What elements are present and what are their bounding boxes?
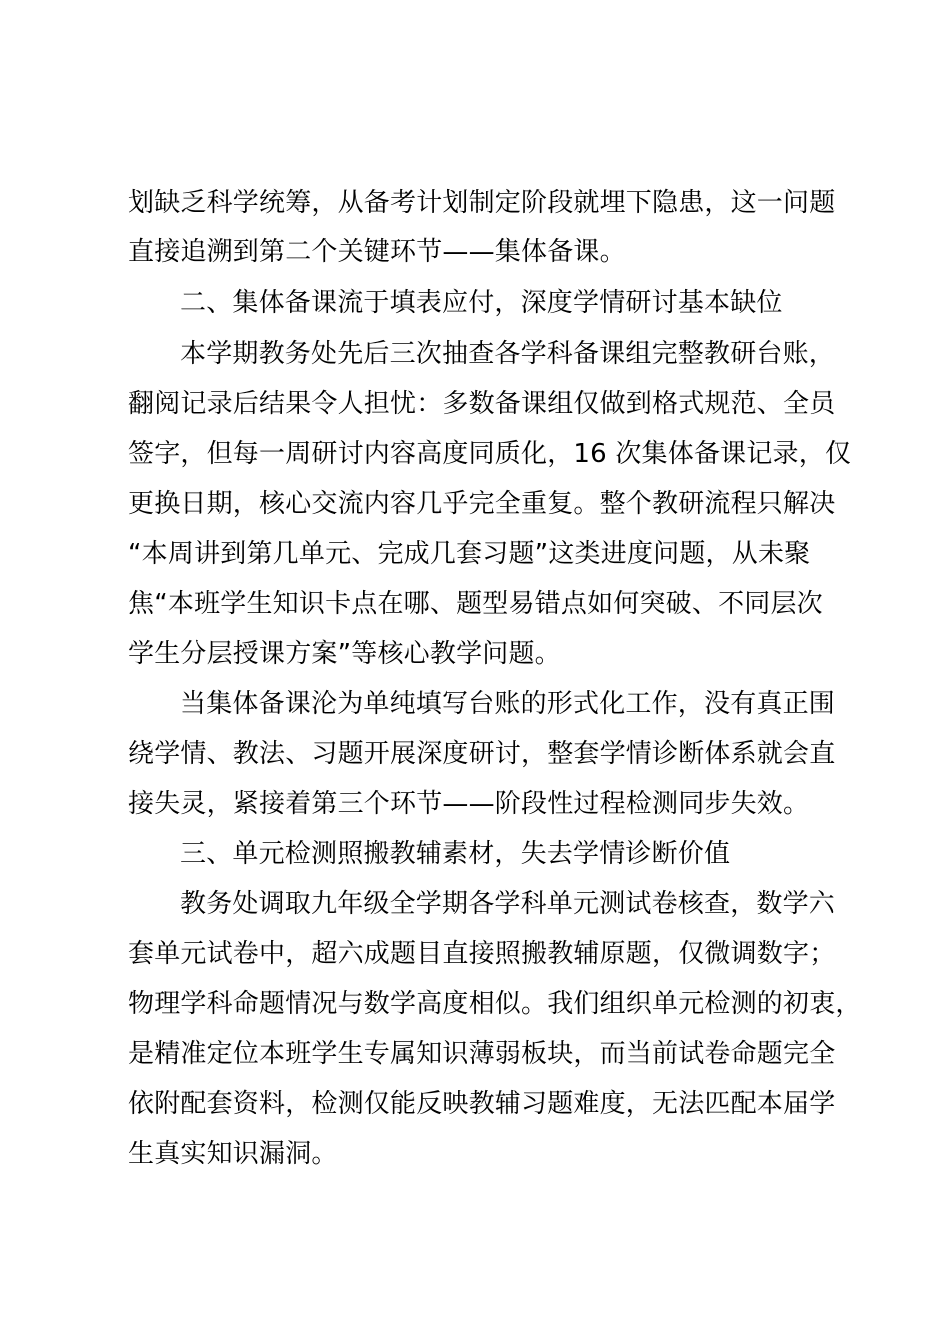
paragraph-line: 翻阅记录后结果令人担忧：多数备课组仅做到格式规范、全员 <box>128 389 836 419</box>
paragraph-line: 生真实知识漏洞。 <box>128 1139 338 1169</box>
paragraph-line: 更换日期，核心交流内容几乎完全重复。整个教研流程只解决 <box>128 489 836 519</box>
paragraph-line: 物理学科命题情况与数学高度相似。我们组织单元检测的初衷， <box>128 989 862 1019</box>
paragraph-line: 依附配套资料，检测仅能反映教辅习题难度，无法匹配本届学 <box>128 1089 836 1119</box>
paragraph-line: 本学期教务处先后三次抽查各学科备课组完整教研台账， <box>180 339 836 369</box>
paragraph-line: 接失灵，紧接着第三个环节——阶段性过程检测同步失效。 <box>128 789 810 819</box>
paragraph-line: 教务处调取九年级全学期各学科单元测试卷核查，数学六 <box>180 889 836 919</box>
section-heading-2: 二、集体备课流于填表应付，深度学情研讨基本缺位 <box>180 288 783 318</box>
section-heading-3: 三、单元检测照搬教辅素材，失去学情诊断价值 <box>180 839 731 869</box>
paragraph-line: 直接追溯到第二个关键环节——集体备课。 <box>128 237 626 267</box>
paragraph-line: 签字，但每一周研讨内容高度同质化，16 次集体备课记录，仅 <box>128 439 852 469</box>
paragraph-line: 学生分层授课方案”等核心教学问题。 <box>128 639 561 669</box>
paragraph-line: 焦“本班学生知识卡点在哪、题型易错点如何突破、不同层次 <box>128 589 823 619</box>
paragraph-line: 套单元试卷中，超六成题目直接照搬教辅原题，仅微调数字； <box>128 939 836 969</box>
paragraph-line: 当集体备课沦为单纯填写台账的形式化工作，没有真正围 <box>180 689 836 719</box>
paragraph-line: “本周讲到第几单元、完成几套习题”这类进度问题，从未聚 <box>128 539 811 569</box>
paragraph-line: 划缺乏科学统筹，从备考计划制定阶段就埋下隐患，这一问题 <box>128 188 836 218</box>
paragraph-line: 绕学情、教法、习题开展深度研讨，整套学情诊断体系就会直 <box>128 739 836 769</box>
paragraph-line: 是精准定位本班学生专属知识薄弱板块，而当前试卷命题完全 <box>128 1039 836 1069</box>
